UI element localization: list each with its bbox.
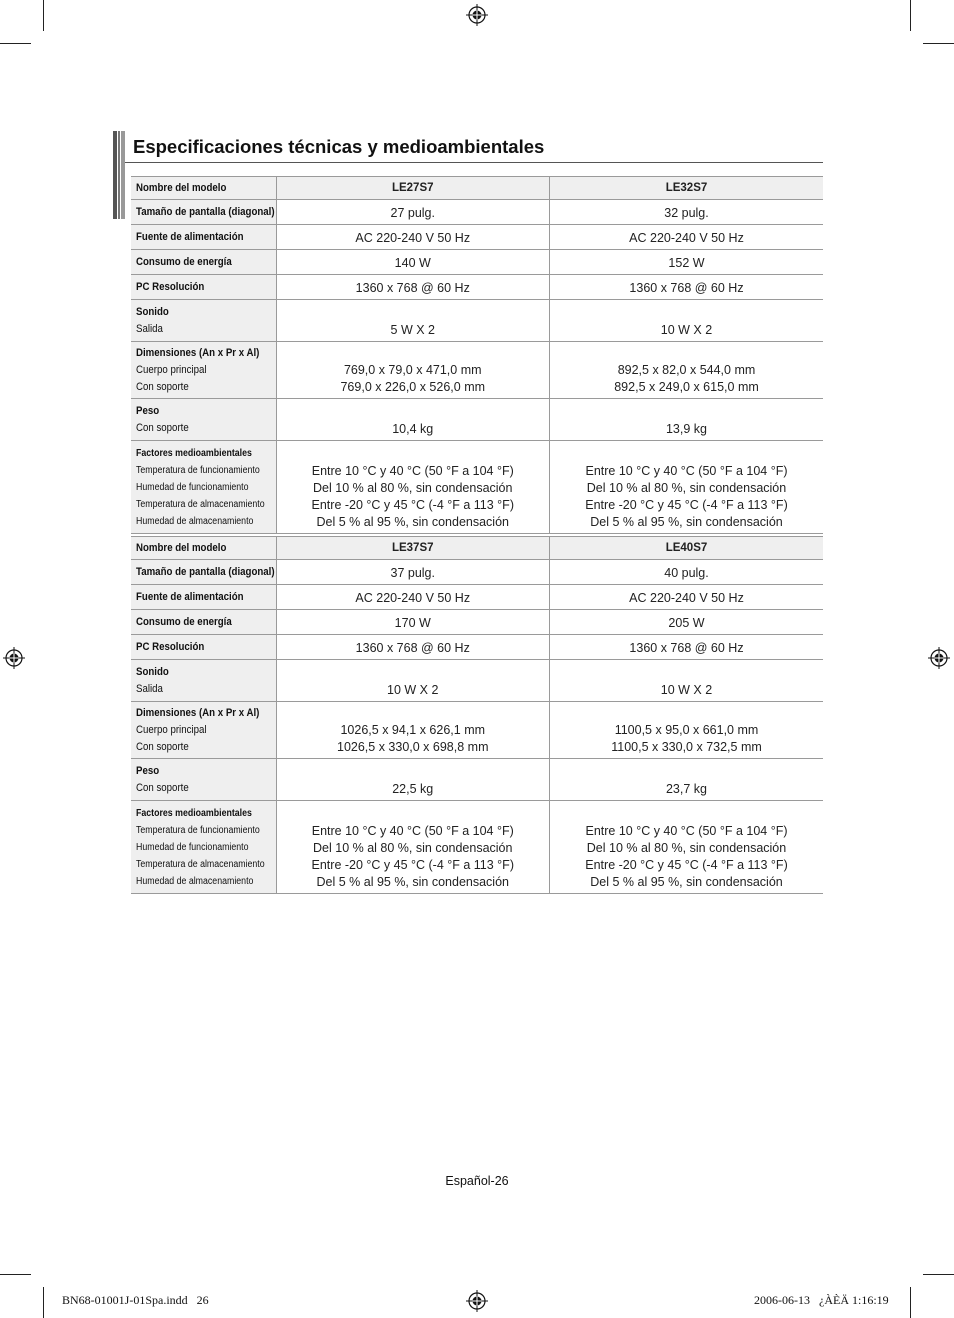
cell-value: 769,0 x 79,0 x 471,0 mm xyxy=(343,363,482,377)
page-title: Especificaciones técnicas y medioambientales xyxy=(133,136,545,157)
row-label: Sonido xyxy=(136,665,169,678)
row-sublabel: Con soporte xyxy=(136,421,189,434)
cell-value: 22,5 kg xyxy=(276,759,550,801)
crop-mark xyxy=(43,1287,44,1318)
registration-mark-icon xyxy=(928,647,950,669)
row-label: PC Resolución xyxy=(136,640,205,653)
row-sublabel: Humedad de almacenamiento xyxy=(136,515,254,527)
row-label: Tamaño de pantalla (diagonal) xyxy=(136,565,275,578)
model-name: LE40S7 xyxy=(550,537,824,560)
table-row xyxy=(131,399,823,441)
cell-value: Entre 10 °C y 40 °C (50 °F a 104 °F) xyxy=(311,824,514,838)
table-row xyxy=(131,275,823,300)
row-label: PC Resolución xyxy=(136,280,205,293)
cell-value: Del 10 % al 80 %, sin condensación xyxy=(586,481,787,495)
table-row xyxy=(131,660,823,702)
row-sublabel: Temperatura de almacenamiento xyxy=(136,858,265,870)
crop-mark xyxy=(43,0,44,31)
table-row xyxy=(131,759,823,801)
crop-mark xyxy=(0,43,31,44)
row-sublabel: Temperatura de almacenamiento xyxy=(136,498,265,510)
cell-value: 13,9 kg xyxy=(550,399,824,441)
row-sublabel: Con soporte xyxy=(136,740,189,753)
cell-value: Entre 10 °C y 40 °C (50 °F a 104 °F) xyxy=(585,824,788,838)
table-row xyxy=(131,635,823,660)
table-row xyxy=(131,441,823,534)
row-sublabel: Temperatura de funcionamiento xyxy=(136,464,260,476)
row-sublabel: Con soporte xyxy=(136,781,189,794)
row-label: Factores medioambientales xyxy=(136,447,252,459)
row-sublabel: Temperatura de funcionamiento xyxy=(136,824,260,836)
cell-value: Entre -20 °C y 45 °C (-4 °F a 113 °F) xyxy=(585,498,788,512)
row-label: Peso xyxy=(136,764,160,777)
cell-value: Entre -20 °C y 45 °C (-4 °F a 113 °F) xyxy=(585,858,788,872)
registration-mark-icon xyxy=(466,4,488,26)
print-slug-file: BN68-01001J-01Spa.indd 26 xyxy=(62,1293,209,1307)
cell-value: 769,0 x 226,0 x 526,0 mm xyxy=(340,380,486,394)
row-label: Factores medioambientales xyxy=(136,807,252,819)
table-row xyxy=(131,342,823,399)
cell-value: 1026,5 x 330,0 x 698,8 mm xyxy=(337,740,489,754)
cell-value: 170 W xyxy=(276,610,550,635)
cell-value: Del 5 % al 95 %, sin condensación xyxy=(590,875,783,889)
cell-value: 892,5 x 249,0 x 615,0 mm xyxy=(614,380,759,394)
cell-value: 37 pulg. xyxy=(276,560,550,585)
cell-value: 1360 x 768 @ 60 Hz xyxy=(276,635,550,660)
row-sublabel: Humedad de funcionamiento xyxy=(136,481,249,493)
table-row xyxy=(131,250,823,275)
cell-value: 205 W xyxy=(550,610,824,635)
row-label: Dimensiones (An x Pr x Al) xyxy=(136,706,260,719)
table-row xyxy=(131,585,823,610)
row-sublabel: Salida xyxy=(136,322,163,335)
registration-mark-icon xyxy=(3,647,25,669)
cell-value: 23,7 kg xyxy=(550,759,824,801)
spec-table-2 xyxy=(131,536,823,894)
row-label: Fuente de alimentación xyxy=(136,590,244,603)
crop-mark xyxy=(923,1274,954,1275)
model-name: LE32S7 xyxy=(550,177,824,200)
cell-value: 1100,5 x 95,0 x 661,0 mm xyxy=(614,723,759,737)
page-number: Español-26 xyxy=(445,1174,509,1188)
cell-value: 40 pulg. xyxy=(550,560,824,585)
cell-value: AC 220-240 V 50 Hz xyxy=(550,585,824,610)
table-row xyxy=(131,560,823,585)
table-row xyxy=(131,610,823,635)
row-sublabel: Humedad de funcionamiento xyxy=(136,841,249,853)
model-name: LE27S7 xyxy=(276,177,550,200)
cell-value: Del 5 % al 95 %, sin condensación xyxy=(590,515,783,529)
print-slug-date: 2006-06-13 ¿ÀÈÄ 1:16:19 xyxy=(754,1293,889,1307)
crop-mark xyxy=(910,0,911,31)
crop-mark xyxy=(910,1287,911,1318)
cell-value: Del 5 % al 95 %, sin condensación xyxy=(316,875,509,889)
row-sublabel: Cuerpo principal xyxy=(136,723,207,736)
cell-value: 1360 x 768 @ 60 Hz xyxy=(550,275,824,300)
row-sublabel: Humedad de almacenamiento xyxy=(136,875,254,887)
row-sublabel: Cuerpo principal xyxy=(136,363,207,376)
cell-value: 27 pulg. xyxy=(276,200,550,225)
cell-value: 152 W xyxy=(550,250,824,275)
cell-value: AC 220-240 V 50 Hz xyxy=(276,225,550,250)
row-label: Consumo de energía xyxy=(136,615,232,628)
model-name: LE37S7 xyxy=(276,537,550,560)
cell-value: Entre 10 °C y 40 °C (50 °F a 104 °F) xyxy=(311,464,514,478)
cell-value: AC 220-240 V 50 Hz xyxy=(550,225,824,250)
table-row xyxy=(131,225,823,250)
cell-value: 10 W X 2 xyxy=(550,300,824,342)
cell-value: 5 W X 2 xyxy=(276,300,550,342)
row-label: Fuente de alimentación xyxy=(136,230,244,243)
cell-value: 1026,5 x 94,1 x 626,1 mm xyxy=(340,723,486,737)
spec-table-1 xyxy=(131,176,823,534)
cell-value: Del 5 % al 95 %, sin condensación xyxy=(316,515,509,529)
cell-value: 892,5 x 82,0 x 544,0 mm xyxy=(617,363,756,377)
cell-value: 10 W X 2 xyxy=(550,660,824,702)
cell-value: Entre 10 °C y 40 °C (50 °F a 104 °F) xyxy=(585,464,788,478)
cell-value: Del 10 % al 80 %, sin condensación xyxy=(586,841,787,855)
cell-value: 32 pulg. xyxy=(550,200,824,225)
row-label: Sonido xyxy=(136,305,169,318)
header-label: Nombre del modelo xyxy=(136,181,227,194)
cell-value: Entre -20 °C y 45 °C (-4 °F a 113 °F) xyxy=(311,858,514,872)
crop-mark xyxy=(923,43,954,44)
row-sublabel: Salida xyxy=(136,682,163,695)
table-row xyxy=(131,300,823,342)
cell-value: 10,4 kg xyxy=(276,399,550,441)
cell-value: 10 W X 2 xyxy=(276,660,550,702)
title-rule xyxy=(125,162,823,163)
cell-value: AC 220-240 V 50 Hz xyxy=(276,585,550,610)
table-header-row xyxy=(131,177,823,200)
row-label: Dimensiones (An x Pr x Al) xyxy=(136,346,260,359)
cell-value: Entre -20 °C y 45 °C (-4 °F a 113 °F) xyxy=(311,498,514,512)
table-row xyxy=(131,801,823,894)
table-row xyxy=(131,200,823,225)
cell-value: Del 10 % al 80 %, sin condensación xyxy=(313,481,513,495)
row-sublabel: Con soporte xyxy=(136,380,189,393)
cell-value: 1360 x 768 @ 60 Hz xyxy=(276,275,550,300)
title-accent-bar xyxy=(113,131,125,219)
cell-value: 1100,5 x 330,0 x 732,5 mm xyxy=(611,740,762,754)
row-label: Tamaño de pantalla (diagonal) xyxy=(136,205,275,218)
table-row xyxy=(131,702,823,759)
crop-mark xyxy=(0,1274,31,1275)
cell-value: 140 W xyxy=(276,250,550,275)
registration-mark-icon xyxy=(466,1290,488,1312)
header-label: Nombre del modelo xyxy=(136,541,227,554)
table-header-row xyxy=(131,537,823,560)
row-label: Peso xyxy=(136,404,160,417)
row-label: Consumo de energía xyxy=(136,255,232,268)
cell-value: Del 10 % al 80 %, sin condensación xyxy=(313,841,513,855)
cell-value: 1360 x 768 @ 60 Hz xyxy=(550,635,824,660)
